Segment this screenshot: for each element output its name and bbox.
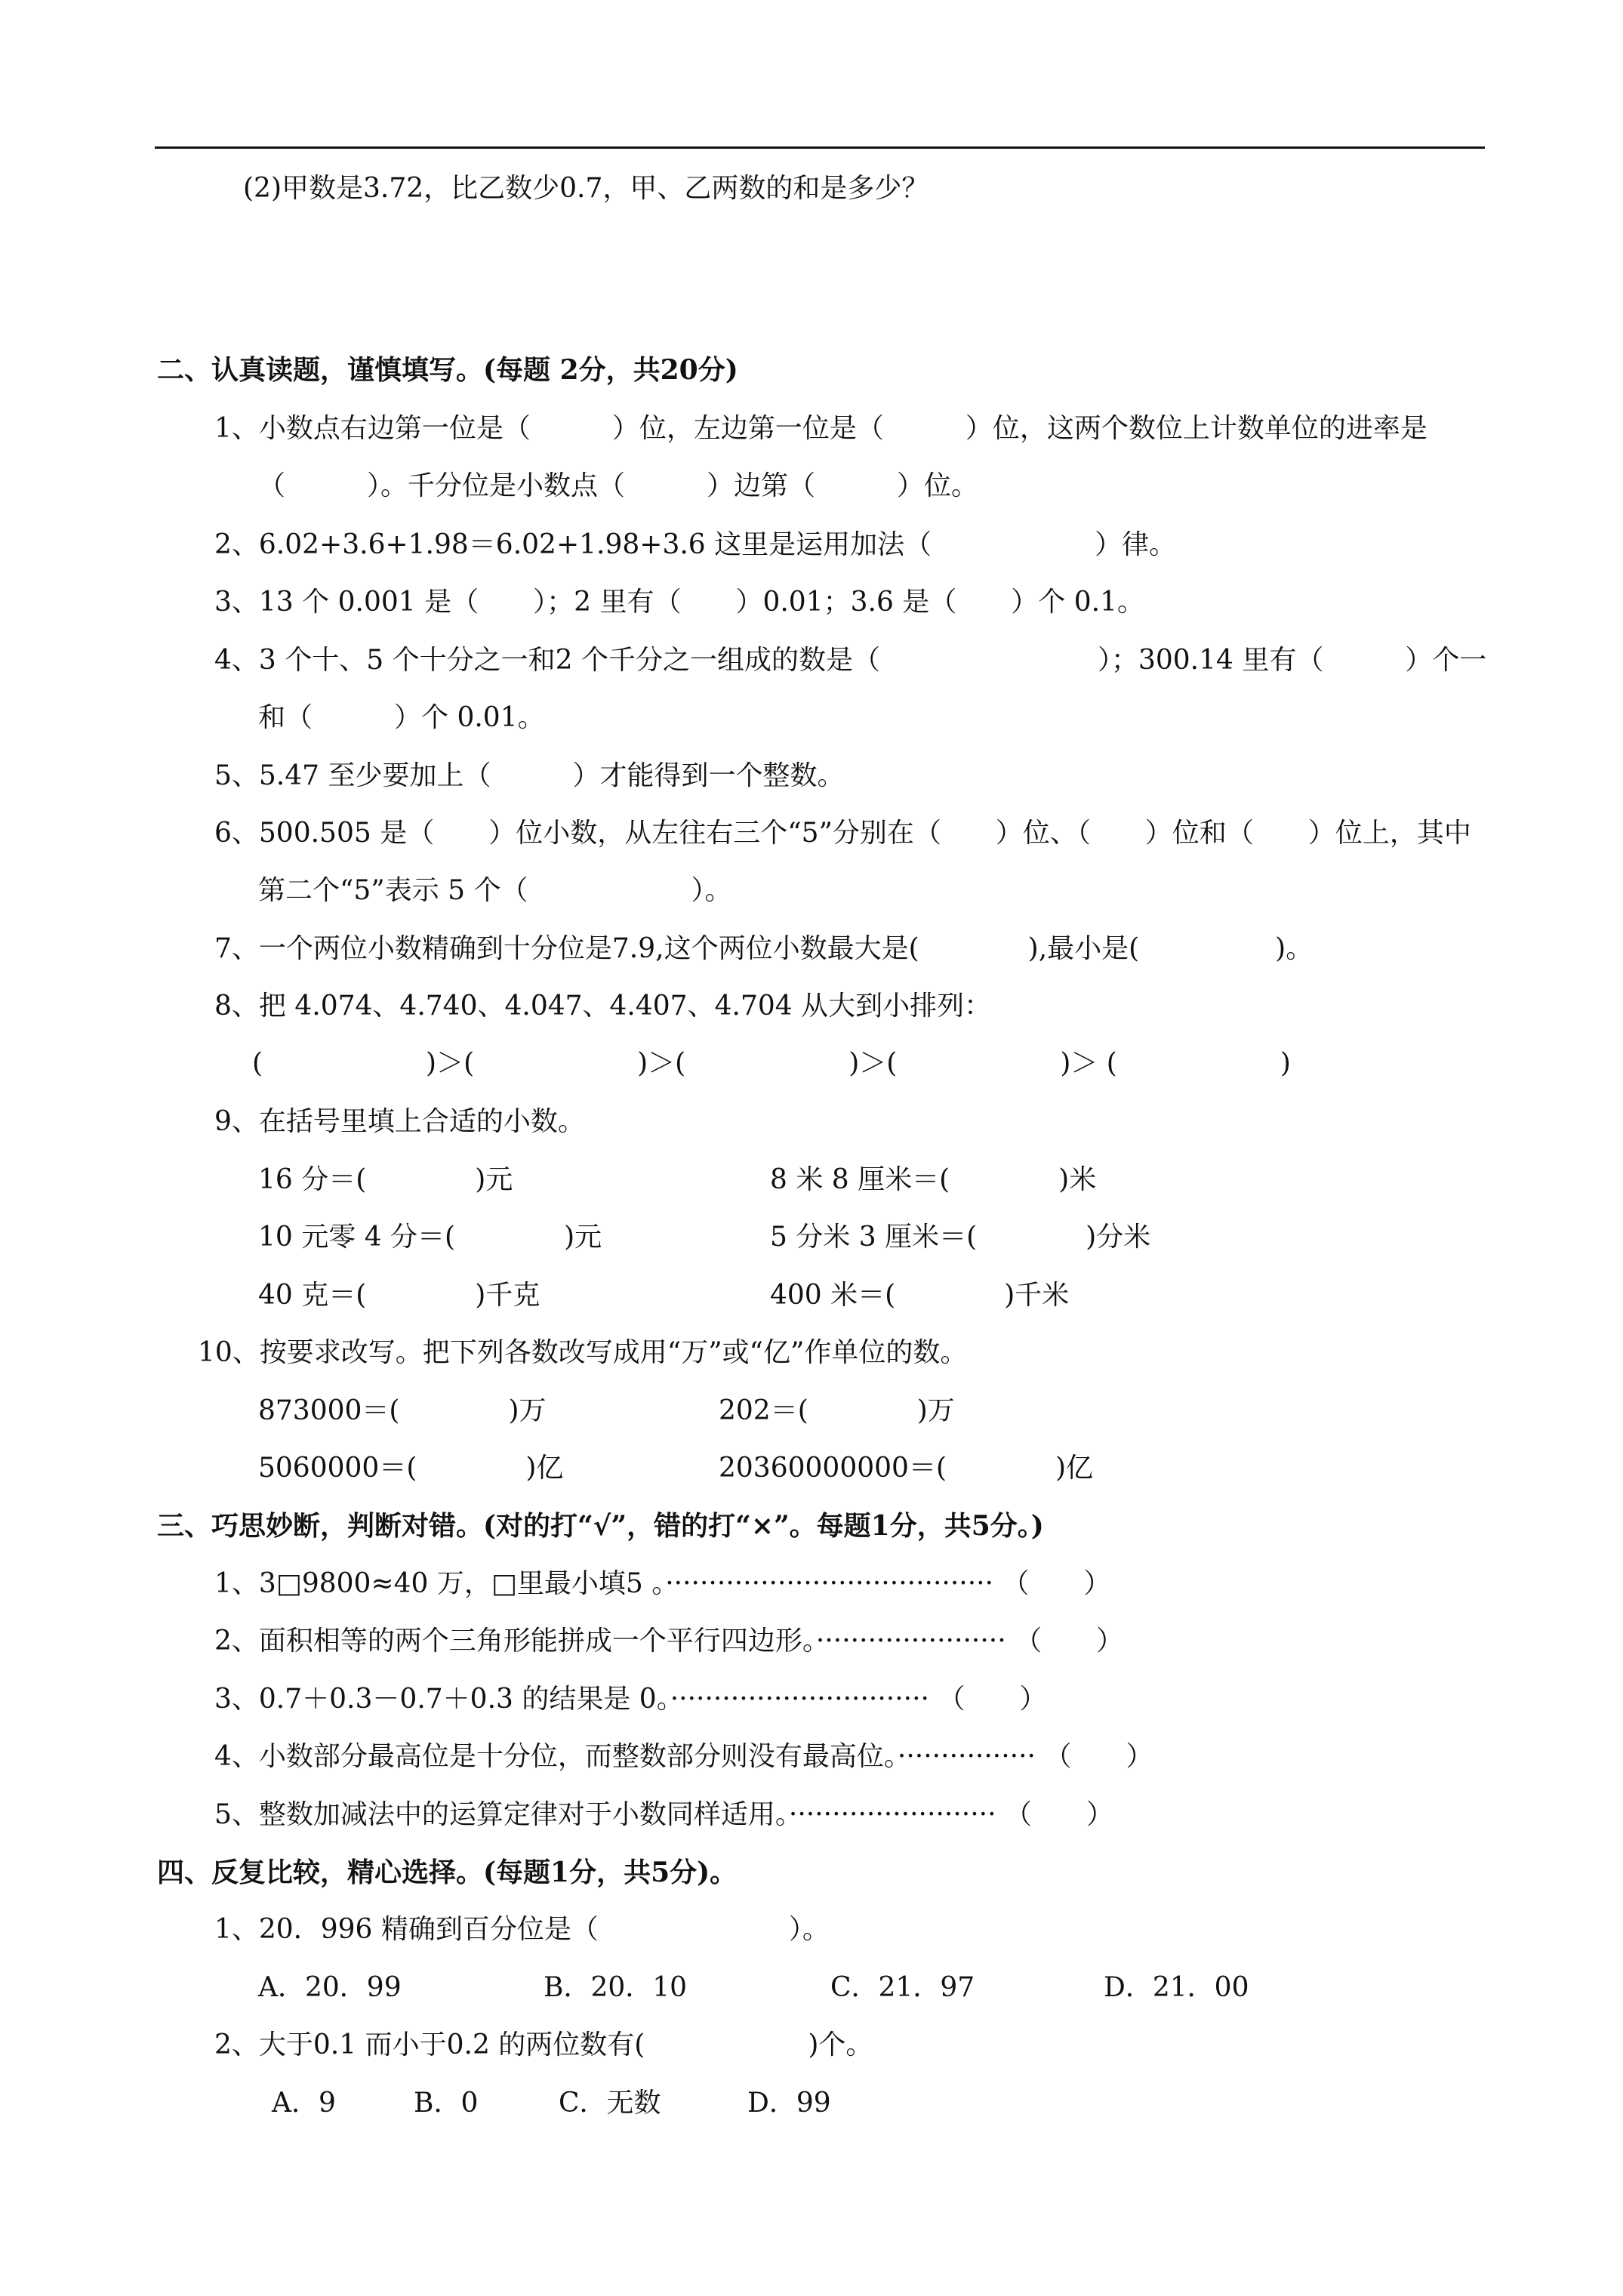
q3-3: 3、0.7＋0.3－0.7＋0.3 的结果是 0。······························ （ ） [214, 1684, 1047, 1715]
q4-1-option-c: C．21．97 [830, 1972, 975, 2003]
q3-4: 4、小数部分最高位是十分位，而整数部分则没有最高位。················ （ ） [214, 1741, 1153, 1772]
q2-6-line2: 第二个“5”表示 5 个（ ）。 [258, 875, 732, 906]
q2-5: 5、5.47 至少要加上（ ）才能得到一个整数。 [214, 760, 845, 791]
q2-9-item-c: 10 元零 4 分＝( )元 [258, 1222, 602, 1253]
q4-2-option-c: C．无数 [559, 2088, 661, 2119]
q2-6-line1: 6、500.505 是（ ）位小数，从左往右三个“5”分别在（ ）位、（ ）位和（ ）位上，其中 [214, 818, 1471, 849]
section-3-heading: 三、巧思妙断，判断对错。(对的打“√”，错的打“×”。每题1分，共5分。) [157, 1510, 1044, 1542]
q4-2-option-a: A．9 [272, 2088, 336, 2119]
q2-10-item-b: 202＝( )万 [719, 1395, 955, 1426]
q2-10-item-c: 5060000＝( )亿 [258, 1453, 564, 1484]
q2-10-item-a: 873000＝( )万 [258, 1395, 547, 1426]
q2-9-item-d: 5 分米 3 厘米＝( )分米 [770, 1222, 1151, 1253]
q4-1-option-a: A．20．99 [258, 1972, 402, 2003]
q2-1-line1: 1、小数点右边第一位是（ ）位，左边第一位是（ ）位，这两个数位上计数单位的进率是 [214, 413, 1427, 444]
q3-1: 1、3□9800≈40 万，□里最小填5 。······································ （ ） [214, 1568, 1111, 1599]
q2-9-item-f: 400 米＝( )千米 [770, 1280, 1070, 1311]
q2-4-line2: 和（ ）个 0.01。 [258, 702, 545, 733]
q4-1: 1、20．996 精确到百分位是（ ）。 [214, 1914, 830, 1945]
section-2-heading: 二、认真读题，谨慎填写。(每题 2分，共20分) [157, 354, 738, 386]
q4-1-option-b: B．20．10 [544, 1972, 688, 2003]
q4-1-option-d: D．21．00 [1104, 1972, 1249, 2003]
q4-2: 2、大于0.1 而小于0.2 的两位数有( )个。 [214, 2029, 873, 2060]
q3-5: 5、整数加减法中的运算定律对于小数同样适用。························ （ ） [214, 1799, 1113, 1830]
q4-2-option-d: D．99 [747, 2088, 831, 2119]
q2-8: 8、把 4.074、4.740、4.047、4.407、4.704 从大到小排列： [214, 991, 992, 1022]
q2-9: 9、在括号里填上合适的小数。 [214, 1106, 585, 1137]
problem-2-question: (2)甲数是3.72，比乙数少0.7，甲、乙两数的和是多少？ [243, 173, 929, 204]
header-rule [155, 146, 1485, 149]
q2-9-item-b: 8 米 8 厘米＝( )米 [770, 1164, 1097, 1195]
q2-3: 3、13 个 0.001 是（ ）；2 里有（ ）0.01；3.6 是（ ）个 0.1。 [214, 587, 1144, 618]
q2-10-item-d: 20360000000＝( )亿 [719, 1453, 1094, 1484]
q2-7: 7、一个两位小数精确到十分位是7.9,这个两位小数最大是( ),最小是( )。 [214, 933, 1313, 964]
q3-2: 2、面积相等的两个三角形能拼成一个平行四边形。······················ （ ） [214, 1626, 1124, 1657]
q4-2-option-b: B．0 [414, 2088, 479, 2119]
q2-1-line2: （ ）。千分位是小数点（ ）边第（ ）位。 [258, 470, 979, 501]
q2-9-item-a: 16 分＝( )元 [258, 1164, 513, 1195]
q2-2: 2、6.02+3.6+1.98＝6.02+1.98+3.6 这里是运用加法（ ）律。 [214, 529, 1177, 560]
q2-8-answer-blanks: ( )＞( )＞( )＞( )＞ ( ) [252, 1048, 1291, 1079]
q2-4-line1: 4、3 个十、5 个十分之一和2 个千分之一组成的数是（ ）；300.14 里有（ ）个一 [214, 645, 1487, 676]
q2-10: 10、按要求改写。把下列各数改写成用“万”或“亿”作单位的数。 [198, 1337, 968, 1368]
section-4-heading: 四、反复比较，精心选择。(每题1分，共5分)。 [157, 1857, 738, 1888]
q2-9-item-e: 40 克＝( )千克 [258, 1280, 540, 1311]
